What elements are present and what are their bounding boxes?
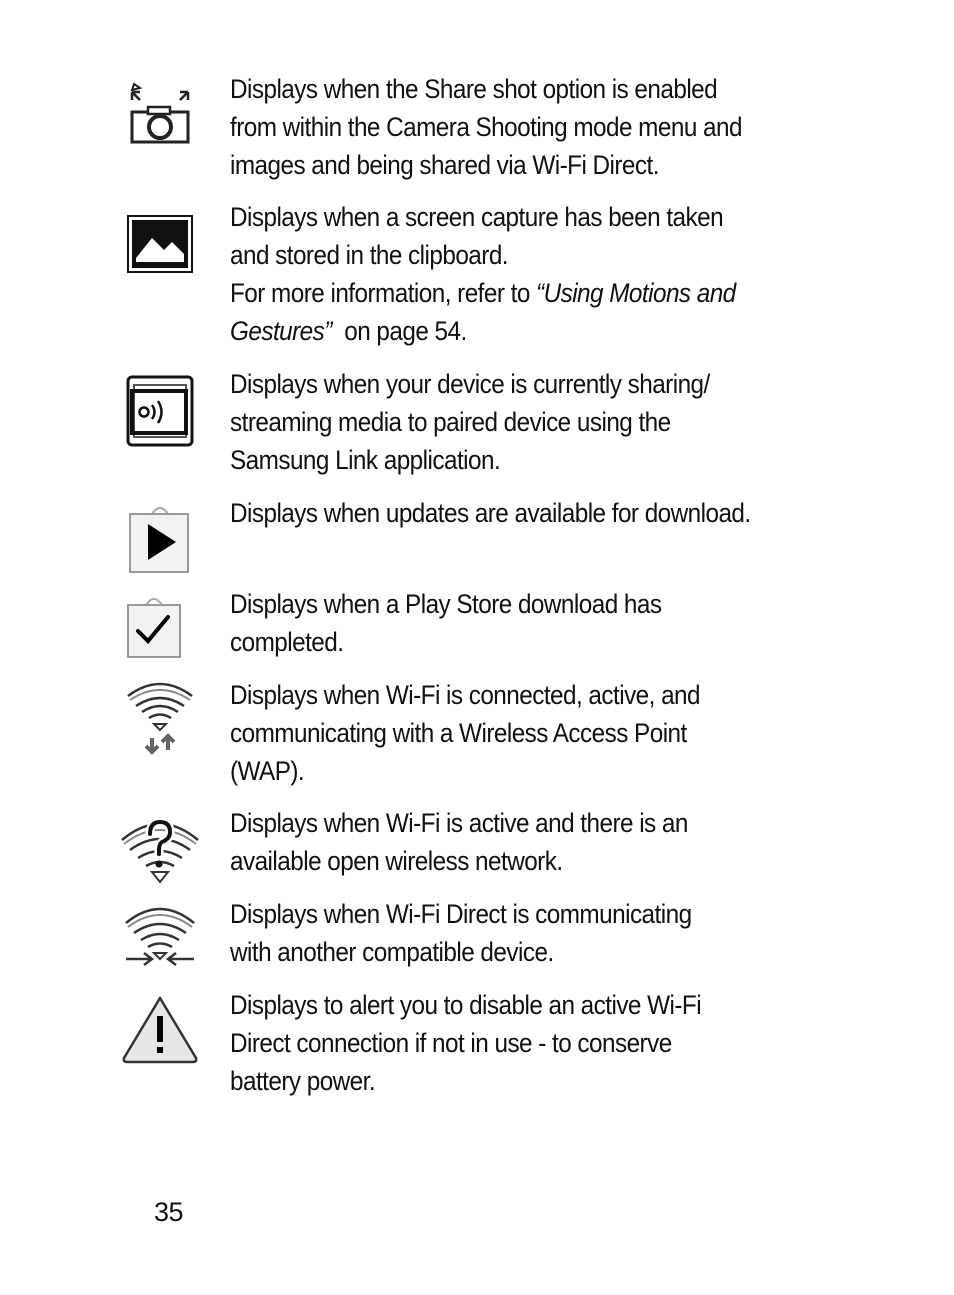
entry-description: [230, 70, 752, 184]
reference-link[interactable]: “Using Motions and: [536, 278, 736, 308]
description-line: Displays when Wi-Fi is active and there is an: [230, 808, 688, 838]
reference-suffix: on page 54.: [331, 316, 467, 346]
description-line: battery power.: [230, 1066, 376, 1096]
description-line: available open wireless network.: [230, 846, 563, 876]
entry-description: [230, 198, 752, 350]
cross-reference-line: [230, 312, 752, 350]
reference-prefix: For more information, refer to: [230, 278, 537, 308]
description-line: communicating with a Wireless Access Point: [230, 718, 687, 748]
warning-icon: [118, 992, 202, 1072]
description-line: (WAP).: [230, 756, 305, 786]
entry-description: [230, 895, 752, 971]
description-line: Displays to alert you to disable an active Wi-Fi: [230, 990, 702, 1020]
description-line: Displays when Wi-Fi is connected, active, and: [230, 680, 701, 710]
description-line: and stored in the clipboard.: [230, 240, 509, 270]
description-line: Displays when Wi-Fi Direct is communicating: [230, 899, 692, 929]
cross-reference-line: [230, 274, 752, 312]
description-line: Displays when updates are available for download.: [230, 498, 751, 528]
screen-capture-icon: [118, 202, 202, 282]
description-line: Samsung Link application.: [230, 445, 501, 475]
entry-description: [230, 986, 752, 1100]
description-line: Displays when a screen capture has been taken: [230, 202, 724, 232]
samsung-link-sharing-icon: [118, 371, 202, 451]
entry-description: [230, 804, 752, 880]
wifi-connected-active-icon: [118, 682, 202, 762]
description-line: Displays when a Play Store download has: [230, 589, 662, 619]
description-line: completed.: [230, 627, 344, 657]
description-line: streaming media to paired device using the: [230, 407, 671, 437]
share-shot-camera-icon: [118, 78, 202, 158]
description-line: images and being shared via Wi-Fi Direct.: [230, 150, 659, 180]
description-line: Displays when your device is currently sharing/: [230, 369, 710, 399]
update-available-icon: [118, 500, 202, 580]
entry-description: [230, 494, 752, 532]
description-line: Displays when the Share shot option is enabled: [230, 74, 718, 104]
reference-link-continued[interactable]: Gestures”: [230, 316, 332, 346]
page-number: 35: [154, 1197, 184, 1227]
wifi-direct-icon: [118, 899, 202, 979]
entry-description: [230, 676, 752, 790]
wifi-open-network-icon: [118, 812, 202, 892]
description-line: with another compatible device.: [230, 937, 554, 967]
play-store-download-complete-icon: [118, 593, 202, 673]
entry-description: [230, 585, 752, 661]
description-line: Direct connection if not in use - to conserve: [230, 1028, 672, 1058]
entry-description: [230, 365, 752, 479]
description-line: from within the Camera Shooting mode menu and: [230, 112, 742, 142]
